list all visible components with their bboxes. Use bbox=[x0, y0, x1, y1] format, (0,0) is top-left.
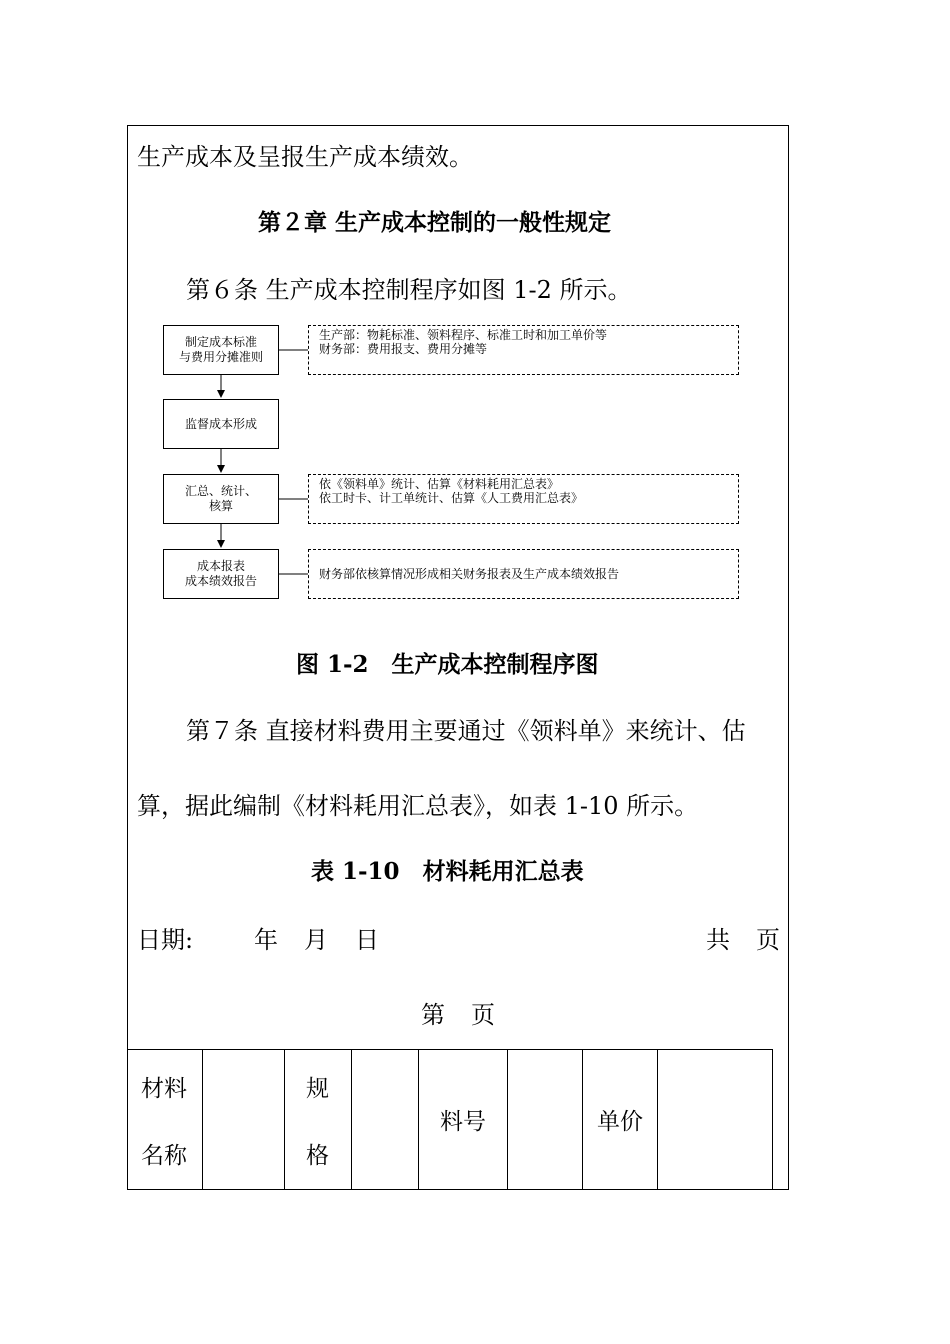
sheet-pages-unit: 页 bbox=[471, 1001, 495, 1029]
date-year: 年 bbox=[254, 926, 278, 954]
chapter-heading: 第２章 生产成本控制的一般性规定 bbox=[258, 209, 612, 236]
paragraph-line: 生产成本及呈报生产成本绩效。 bbox=[137, 143, 473, 171]
sheet-number-label: 第 bbox=[421, 1001, 445, 1029]
header-text: 材料 bbox=[141, 1075, 187, 1102]
header-spec bbox=[285, 1050, 352, 1190]
header-text: 规 bbox=[306, 1075, 329, 1102]
header-text: 名称 bbox=[141, 1142, 187, 1169]
flow-step-standards bbox=[163, 325, 279, 375]
date-day: 日 bbox=[355, 926, 379, 954]
date-month: 月 bbox=[304, 926, 328, 954]
value-cell[interactable] bbox=[658, 1050, 773, 1190]
flow-step-summarize bbox=[163, 474, 279, 524]
flow-note-line: 依工时卡、计工单统计、估算《人工费用汇总表》 bbox=[319, 491, 584, 505]
value-cell[interactable] bbox=[508, 1050, 583, 1190]
flow-step-line: 与费用分摊准则 bbox=[178, 350, 263, 364]
flow-step-line: 监督成本形成 bbox=[184, 416, 257, 431]
flow-note-standards bbox=[308, 325, 739, 375]
header-text: 单价 bbox=[597, 1109, 643, 1135]
pages-unit: 页 bbox=[756, 926, 780, 954]
figure-caption: 图 1-2 生产成本控制程序图 bbox=[296, 651, 599, 678]
flow-note-line: 生产部：物耗标准、领料程序、标准工时和加工单价等 bbox=[319, 328, 608, 342]
flow-note-line: 财务部：费用报支、费用分摊等 bbox=[319, 342, 488, 356]
header-material-name bbox=[128, 1050, 203, 1190]
date-label: 日期: bbox=[137, 926, 194, 954]
flow-note-report bbox=[308, 549, 739, 599]
flow-step-line: 核算 bbox=[208, 499, 233, 513]
header-text: 料号 bbox=[440, 1109, 486, 1135]
article-7-line1: 第７条 直接材料费用主要通过《领料单》来统计、估 bbox=[186, 717, 746, 745]
header-text: 格 bbox=[306, 1142, 329, 1169]
flow-step-line: 成本绩效报告 bbox=[184, 574, 257, 588]
article-6: 第６条 生产成本控制程序如图 1-2 所示。 bbox=[186, 276, 632, 304]
flow-note-line: 财务部依核算情况形成相关财务报表及生产成本绩效报告 bbox=[319, 567, 620, 581]
table-caption: 表 1-10 材料耗用汇总表 bbox=[311, 858, 584, 885]
flow-note-summarize bbox=[308, 474, 739, 524]
header-part-number bbox=[419, 1050, 508, 1190]
table-row bbox=[128, 1050, 773, 1190]
value-cell[interactable] bbox=[203, 1050, 285, 1190]
flow-step-line: 汇总、统计、 bbox=[184, 484, 257, 498]
flow-step-line: 成本报表 bbox=[196, 559, 245, 573]
flow-step-line: 制定成本标准 bbox=[184, 335, 257, 349]
value-cell[interactable] bbox=[352, 1050, 419, 1190]
flow-note-line: 依《领料单》统计、估算《材料耗用汇总表》 bbox=[319, 477, 560, 491]
flow-step-report bbox=[163, 549, 279, 599]
material-table bbox=[127, 1049, 773, 1190]
total-pages-label: 共 bbox=[706, 926, 730, 954]
header-unit-price bbox=[583, 1050, 658, 1190]
article-7-line2: 算，据此编制《材料耗用汇总表》，如表 1-10 所示。 bbox=[137, 792, 699, 820]
flow-step-supervise bbox=[163, 399, 279, 449]
